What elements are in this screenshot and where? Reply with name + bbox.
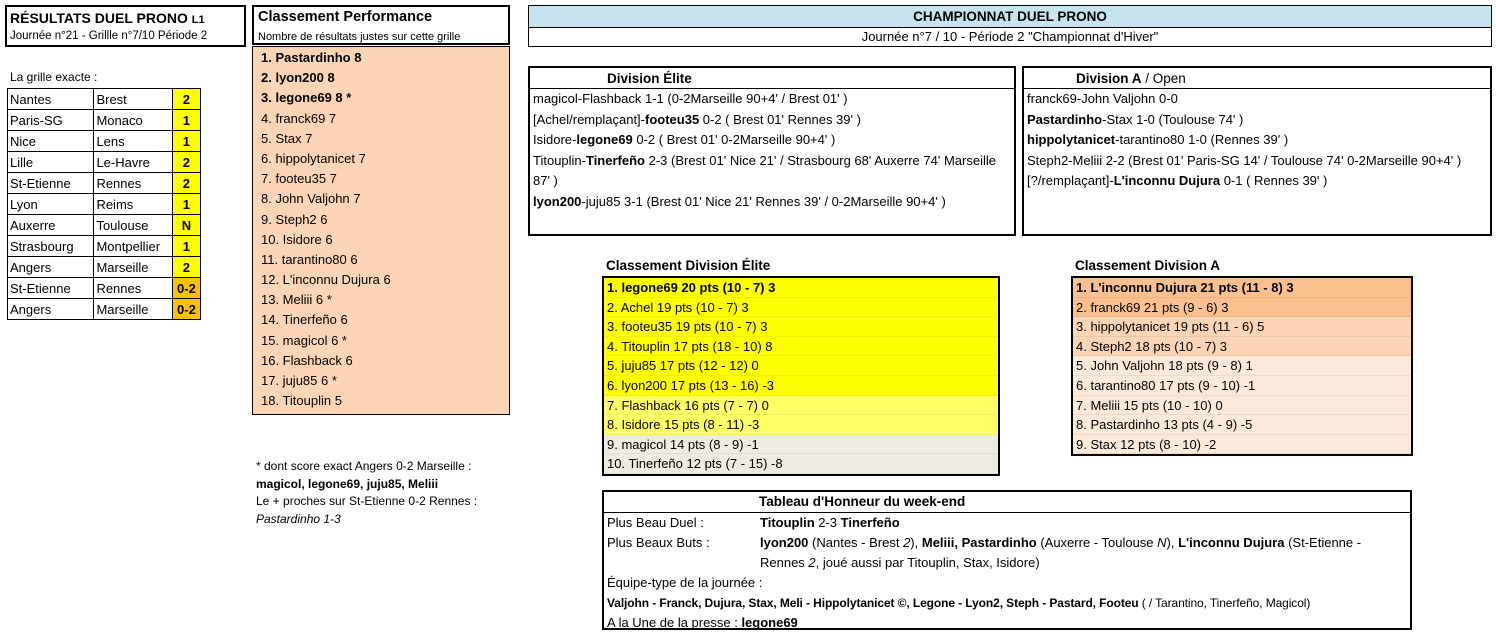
grille-home: Nice <box>8 131 94 152</box>
division-a-matches <box>1024 89 1490 192</box>
note-line: magicol, legone69, juju85, Meliii <box>256 476 439 491</box>
grille-result: 0-2 <box>172 299 200 320</box>
grille-result: 2 <box>172 89 200 110</box>
grille-row <box>8 152 201 173</box>
performance-item: 10. Isidore 6 <box>261 231 333 247</box>
grille-away: Rennes <box>94 173 172 194</box>
note-line: Pastardinho 1-3 <box>256 511 341 526</box>
grille-away: Toulouse <box>94 215 172 236</box>
resultats-title: RÉSULTATS DUEL PRONO L1 <box>10 10 205 26</box>
grille-away: Montpellier <box>94 236 172 257</box>
classement-a-item: 8. Pastardinho 13 pts (4 - 9) -5 <box>1073 415 1411 435</box>
match-line: lyon200-juju85 3-1 (Brest 01' Nice 21' Rennes 39' / 0-2Marseille 90+4' ) <box>533 193 946 209</box>
championnat-title: CHAMPIONNAT DUEL PRONO <box>529 6 1491 28</box>
classement-a-item: 7. Meliii 15 pts (10 - 10) 0 <box>1073 396 1411 416</box>
performance-item: 6. hippolytanicet 7 <box>261 150 366 166</box>
grille-row <box>8 131 201 152</box>
classement-a-item: 9. Stax 12 pts (8 - 10) -2 <box>1073 435 1411 455</box>
grille-result: 1 <box>172 110 200 131</box>
grille-result: 2 <box>172 257 200 278</box>
match-line: Pastardinho-Stax 1-0 (Toulouse 74' ) <box>1027 111 1244 127</box>
grille-home: St-Etienne <box>8 173 94 194</box>
grille-away: Marseille <box>94 257 172 278</box>
performance-title: Classement Performance <box>258 9 433 25</box>
performance-item: 1. Pastardinho 8 <box>261 50 362 65</box>
performance-item: 17. juju85 6 * <box>261 373 337 388</box>
classement-elite-item: 5. juju85 17 pts (12 - 12) 0 <box>604 356 998 376</box>
classement-elite-item: 7. Flashback 16 pts (7 - 7) 0 <box>604 396 998 416</box>
match-line: Titouplin-Tinerfeño 2-3 (Brest 01' Nice 21' / Strasbourg 68' Auxerre 74' Marseille 87' ) <box>533 152 996 188</box>
grille-result: 2 <box>172 152 200 173</box>
classement-a-item: 3. hippolytanicet 19 pts (11 - 6) 5 <box>1073 317 1411 337</box>
note-line: Le + proches sur St-Etienne 0-2 Rennes : <box>256 494 478 508</box>
grille-result: N <box>172 215 200 236</box>
performance-item: 9. Steph2 6 <box>261 211 328 227</box>
division-elite-title: Division Élite <box>530 68 1014 89</box>
performance-item: 15. magicol 6 * <box>261 332 347 348</box>
grille-row <box>8 110 201 131</box>
grille-away: Rennes <box>94 278 172 299</box>
honneur-title: Tableau d'Honneur du week-end <box>604 492 1410 513</box>
championnat-subtitle: Journée n°7 / 10 - Période 2 "Championnat d'Hiver" <box>861 29 1159 44</box>
honneur-equipe-value: Valjohn - Franck, Dujura, Stax, Meli - Hippolytanicet ©, Legone - Lyon2, Steph - Pastard, Footeu ( / Tarantino, Tinerfeño, Magicol) <box>607 596 1311 610</box>
honneur-buts <box>604 533 1410 573</box>
classement-a-item: 1. L'inconnu Dujura 21 pts (11 - 8) 3 <box>1073 278 1411 298</box>
resultats-subtitle: Journée n°21 - Grillle n°7/10 Période 2 <box>10 30 208 42</box>
resultats-header <box>5 5 246 47</box>
classement-a-item: 5. John Valjohn 18 pts (9 - 8) 1 <box>1073 356 1411 376</box>
division-elite <box>528 66 1016 236</box>
match-line: franck69-John Valjohn 0-0 <box>1027 91 1178 106</box>
grille-away: Reims <box>94 194 172 215</box>
grille-away: Monaco <box>94 110 172 131</box>
grille-row <box>8 257 201 278</box>
performance-item: 4. franck69 7 <box>261 110 337 126</box>
performance-item: 16. Flashback 6 <box>261 352 353 368</box>
grille-table <box>7 88 201 320</box>
grille-result: 1 <box>172 236 200 257</box>
grille-result: 1 <box>172 131 200 152</box>
grille-row <box>8 194 201 215</box>
classement-elite-item: 1. legone69 20 pts (10 - 7) 3 <box>604 278 998 298</box>
match-line: magicol-Flashback 1-1 (0-2Marseille 90+4' / Brest 01' ) <box>533 91 848 106</box>
match-line: [?/remplaçant]-L'inconnu Dujura 0-1 ( Rennes 39' ) <box>1027 173 1328 188</box>
tableau-honneur <box>602 490 1412 630</box>
grille-row <box>8 173 201 194</box>
performance-note <box>256 458 516 528</box>
grille-result: 1 <box>172 194 200 215</box>
grille-row <box>8 89 201 110</box>
classement-elite-item: 8. Isidore 15 pts (8 - 11) -3 <box>604 415 998 435</box>
classement-a-title: Classement Division A <box>1075 258 1221 273</box>
grille-row <box>8 299 201 320</box>
classement-a-list <box>1071 276 1413 456</box>
division-a <box>1022 66 1492 236</box>
classement-a-item: 4. Steph2 18 pts (10 - 7) 3 <box>1073 337 1411 357</box>
performance-item: 8. John Valjohn 7 <box>261 191 361 207</box>
performance-list <box>252 46 510 415</box>
grille-home: Lyon <box>8 194 94 215</box>
grille-result: 2 <box>172 173 200 194</box>
grille-home: St-Etienne <box>8 278 94 299</box>
buts-label: Plus Beaux Buts : <box>607 535 710 550</box>
grille-away: Lens <box>94 131 172 152</box>
classement-elite-item: 10. Tinerfeño 12 pts (7 - 15) -8 <box>604 454 998 474</box>
grille-row <box>8 236 201 257</box>
classement-elite-title: Classement Division Élite <box>606 258 771 273</box>
grille-home: Auxerre <box>8 215 94 236</box>
match-line: Steph2-Meliii 2-2 (Brest 01' Paris-SG 14' / Toulouse 74' 0-2Marseille 90+4' ) <box>1027 152 1462 168</box>
honneur-equipe-label: Équipe-type de la journée : <box>607 575 763 590</box>
honneur-duel <box>604 513 1410 533</box>
classement-elite-item: 3. footeu35 19 pts (10 - 7) 3 <box>604 317 998 337</box>
grille-home: Angers <box>8 299 94 320</box>
match-line: [Achel/remplaçant]-footeu35 0-2 ( Brest 01' Rennes 39' ) <box>533 111 861 127</box>
grille-away: Le-Havre <box>94 152 172 173</box>
classement-elite-item: 6. lyon200 17 pts (13 - 16) -3 <box>604 376 998 396</box>
grille-row <box>8 278 201 299</box>
match-line: hippolytanicet-tarantino80 1-0 (Rennes 39' ) <box>1027 132 1289 147</box>
performance-item: 2. lyon200 8 <box>261 70 335 86</box>
performance-item: 3. legone69 8 * <box>261 90 352 106</box>
classement-elite-item: 2. Achel 19 pts (10 - 7) 3 <box>604 298 998 318</box>
division-elite-matches <box>530 89 1014 212</box>
grille-home: Strasbourg <box>8 236 94 257</box>
performance-item: 5. Stax 7 <box>261 130 313 146</box>
grille-home: Angers <box>8 257 94 278</box>
classement-a-item: 6. tarantino80 17 pts (9 - 10) -1 <box>1073 376 1411 396</box>
grille-home: Lille <box>8 152 94 173</box>
duel-label: Plus Beau Duel : <box>607 515 704 530</box>
performance-item: 11. tarantino80 6 <box>261 251 358 267</box>
classement-elite-list <box>602 276 1000 476</box>
match-line: Isidore-legone69 0-2 ( Brest 01' 0-2Marseille 90+4' ) <box>533 132 836 147</box>
championnat-header <box>528 5 1492 47</box>
classement-elite-item: 9. magicol 14 pts (8 - 9) -1 <box>604 435 998 455</box>
grille-result: 0-2 <box>172 278 200 299</box>
performance-subtitle: Nombre de résultats justes sur cette grille <box>258 31 461 43</box>
grille-away: Brest <box>94 89 172 110</box>
performance-item: 12. L'inconnu Dujura 6 <box>261 272 391 288</box>
grille-home: Paris-SG <box>8 110 94 131</box>
grille-home: Nantes <box>8 89 94 110</box>
honneur-une: A la Une de la presse : legone69 <box>607 615 798 630</box>
performance-item: 7. footeu35 7 <box>261 171 337 187</box>
performance-item: 14. Tinerfeño 6 <box>261 312 348 328</box>
classement-a-item: 2. franck69 21 pts (9 - 6) 3 <box>1073 298 1411 318</box>
duel-value: Titouplin 2-3 Tinerfeño <box>760 515 900 530</box>
note-line: * dont score exact Angers 0-2 Marseille : <box>256 459 472 473</box>
performance-header <box>252 5 510 45</box>
grille-row <box>8 215 201 236</box>
division-a-title: Division A / Open <box>1024 68 1490 89</box>
classement-elite-item: 4. Titouplin 17 pts (18 - 10) 8 <box>604 337 998 357</box>
grille-away: Marseille <box>94 299 172 320</box>
performance-item: 18. Titouplin 5 <box>261 393 342 409</box>
performance-item: 13. Meliii 6 * <box>261 292 332 308</box>
grille-label: La grille exacte : <box>10 70 98 84</box>
buts-value: lyon200 (Nantes - Brest 2), Meliii, Pastardinho (Auxerre - Toulouse N), L'inconnu Dujura (St-Etienne - Rennes 2, joué aussi par Titouplin, Stax, Isidore) <box>760 535 1362 570</box>
